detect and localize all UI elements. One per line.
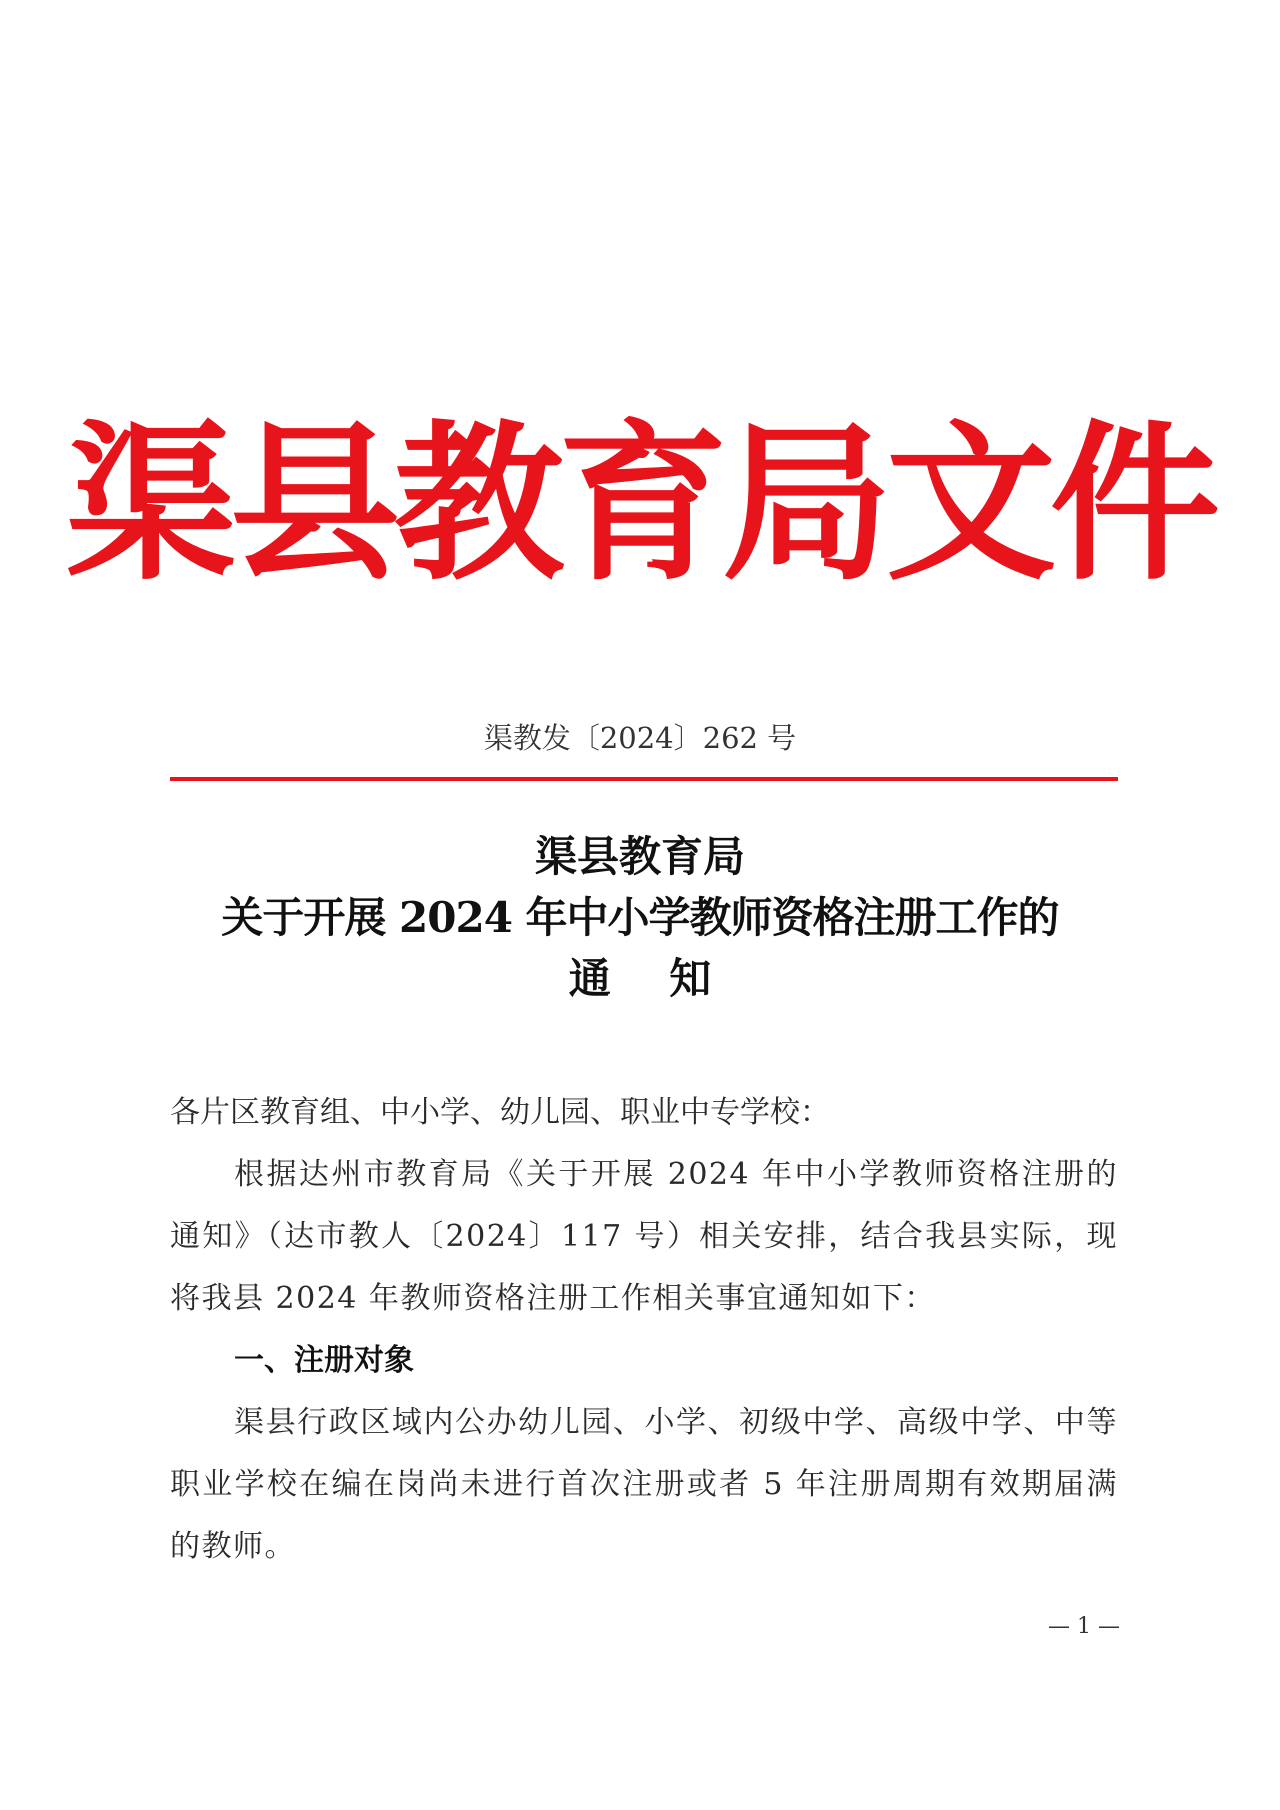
body-paragraph-1 [170,1144,1118,1330]
salutation [170,1082,1118,1144]
title-line-notice: 通 知 [568,954,734,1003]
red-divider-line [170,777,1118,781]
title-line-issuer: 渠县教育局 [534,832,745,881]
document-number: 渠教发〔2024〕262 号 [483,721,797,755]
title-line-subject: 关于开展 2024 年中小学教师资格注册工作的 [221,893,1059,942]
salutation-text: 各片区教育组、中小学、幼儿园、职业中专学校： [170,1095,830,1130]
body-paragraph-2 [170,1392,1118,1578]
paragraph-2-text: 渠县行政区域内公办幼儿园、小学、初级中学、高级中学、中等职业学校在编在岗尚未进行首次注册或者 5 年注册周期有效期届满的教师。 [170,1405,1118,1564]
page-number: — 1 — [1048,1614,1120,1639]
paragraph-1-text: 根据达州市教育局《关于开展 2024 年中小学教师资格注册的通知》（达市教人〔2024〕117 号）相关安排，结合我县实际，现将我县 2024 年教师资格注册工作相关事宜通知如下： [170,1157,1118,1316]
notice-title [0,826,1280,1009]
section-heading-1: 一、注册对象 [234,1343,414,1378]
red-header-title: 渠县教育局文件 [65,406,1214,604]
